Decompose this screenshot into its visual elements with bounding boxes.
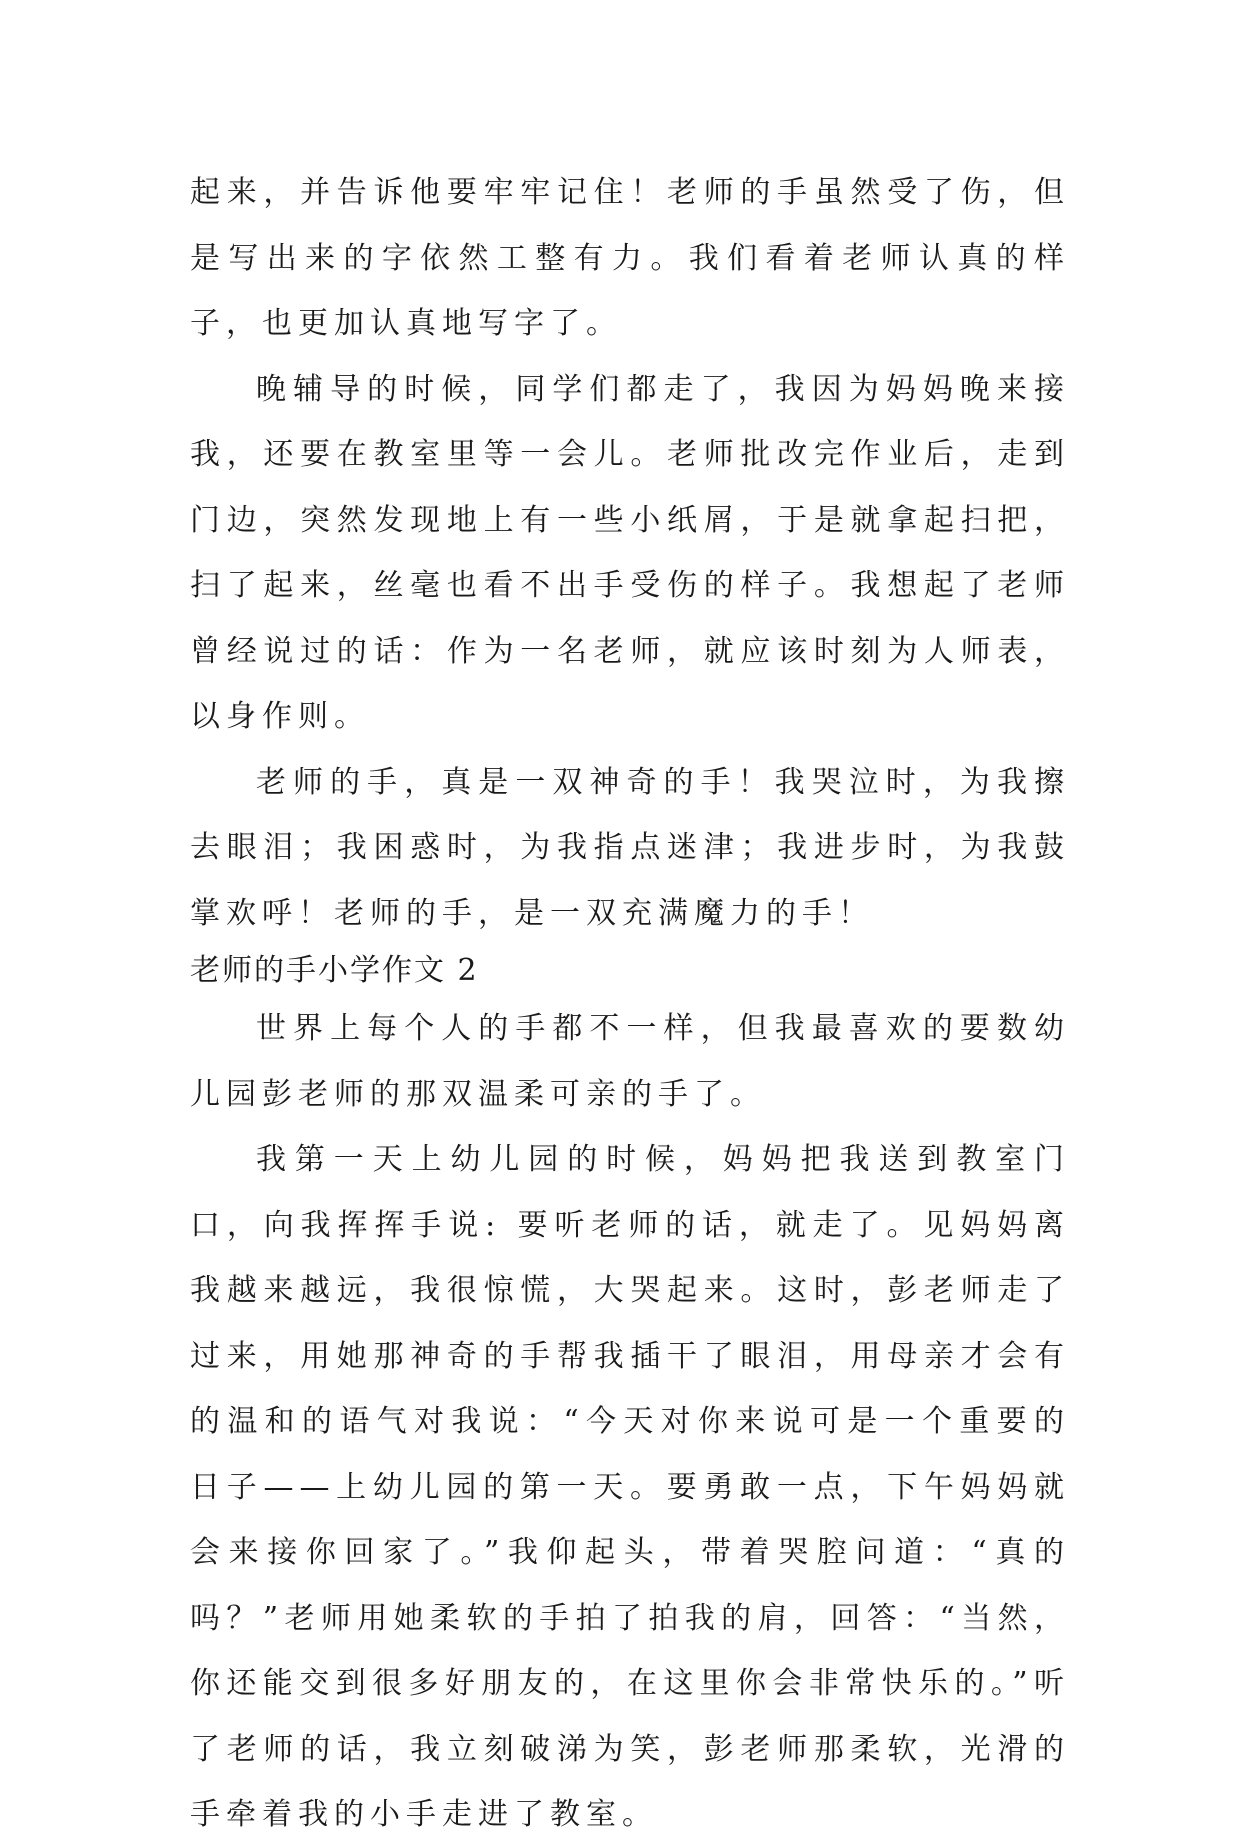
paragraph-magic-hands: 老师的手，真是一双神奇的手！我哭泣时，为我擦去眼泪；我困惑时，为我指点迷津；我进步时，为我鼓掌欢呼！老师的手，是一双充满魔力的手！	[190, 764, 1070, 931]
document-body	[190, 160, 1070, 1848]
paragraph-first-day-kindergarten: 我第一天上幼儿园的时候，妈妈把我送到教室门口，向我挥挥手说: 要听老师的话，就走了。见妈妈离我越来越远，我很惊慌，大哭起来。这时，彭老师走了过来，用她那神奇的手帮我插干了眼泪，用母亲才会有的温和的语气对我说：“今天对你来说可是一个重要的日子——上幼儿园的第一天。要勇敢一点，下午妈妈就会来接你回家了。”我仰起头，带着哭腔问道：“真的吗？”老师用她柔软的手拍了拍我的肩，回答：“当然，你还能交到很多好朋友的，在这里你会非常快乐的。”听了老师的话，我立刻破涕为笑，彭老师那柔软，光滑的手牵着我的小手走进了教室。	[190, 1142, 1070, 1832]
paragraph-continuation: 起来，并告诉他要牢牢记住！老师的手虽然受了伤，但是写出来的字依然工整有力。我们看着老师认真的样子，也更加认真地写字了。	[190, 175, 1070, 341]
section-title: 老师的手小学作文 2	[190, 953, 479, 988]
paragraph-evening-tutoring: 晚辅导的时候，同学们都走了，我因为妈妈晚来接我，还要在教室里等一会儿。老师批改完作业后，走到门边，突然发现地上有一些小纸屑，于是就拿起扫把，扫了起来，丝毫也看不出手受伤的样子。我想起了老师曾经说过的话：作为一名老师，就应该时刻为人师表，以身作则。	[190, 371, 1070, 734]
paragraph-everyone-hands: 世界上每个人的手都不一样，但我最喜欢的要数幼儿园彭老师的那双温柔可亲的手了。	[190, 1011, 1070, 1112]
